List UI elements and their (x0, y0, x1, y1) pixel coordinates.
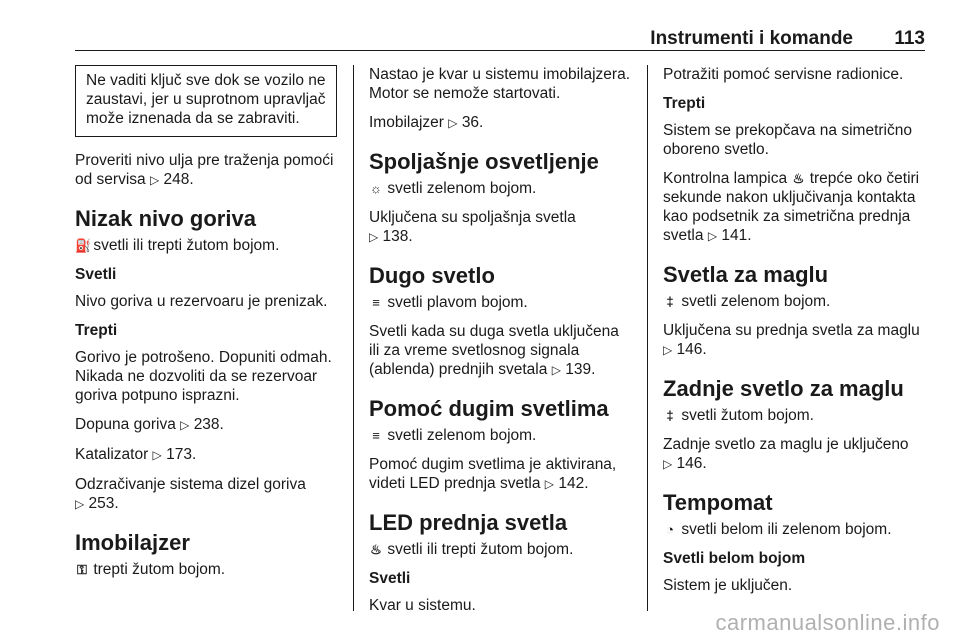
paragraph (663, 435, 925, 474)
paragraph (75, 560, 337, 579)
text: Katalizator (75, 446, 149, 463)
column-divider (647, 65, 648, 611)
text: Dopuna goriva (75, 416, 176, 433)
paragraph: Gorivo je potrošeno. Dopuniti odmah. Nikada ne dozvoliti da se rezervoar goriva potpuno isprazni. (75, 349, 332, 404)
text: Uključena su prednja svetla za maglu (663, 322, 920, 339)
page-ref: 248. (163, 171, 194, 188)
page-ref: 253. (88, 495, 119, 512)
watermark: carmanualsonline.info (715, 610, 940, 635)
paragraph (75, 151, 337, 190)
text: Proveriti nivo ulja pre traženja pomoći od servisa (75, 152, 334, 188)
text: Zadnje svetlo za maglu je uključeno (663, 436, 909, 453)
heading-led-headlights: LED prednja svetla (369, 510, 568, 535)
page-ref: 139. (565, 361, 596, 378)
high-beam-assist-icon: ≡ (372, 428, 380, 443)
paragraph: Potražiti pomoć servisne radionice. (663, 66, 904, 83)
warning-box: Ne vaditi ključ sve dok se vozilo ne zaustavi, jer u suprotnom upravljač može iznenada da se zabraviti. (75, 65, 337, 137)
led-headlight-icon: ♨ (370, 542, 382, 557)
heading-low-fuel: Nizak nivo goriva (75, 206, 256, 231)
text: Svetli kada su duga svetla uključena ili za vreme svetlosnog signala (ablenda) prednjih svetala (369, 323, 619, 378)
column-2 (369, 65, 631, 625)
heading-exterior-lights: Spoljašnje osvetljenje (369, 149, 599, 174)
page-ref: 141. (721, 227, 752, 244)
page-number: 113 (894, 28, 925, 49)
heading-immobilizer: Imobilajzer (75, 530, 190, 555)
paragraph (663, 520, 925, 539)
subheading: Svetli (75, 266, 117, 283)
triangle-reference-icon: ▷ (448, 116, 458, 130)
page-ref: 173. (166, 446, 197, 463)
high-beam-icon: ≡ (372, 295, 380, 310)
rear-fog-icon: ‡ (666, 408, 674, 423)
paragraph (75, 475, 337, 514)
text: trepti žutom bojom. (93, 561, 226, 578)
side-lights-icon: ☼ (370, 181, 382, 196)
subheading: Svetli (369, 570, 411, 587)
triangle-reference-icon: ▷ (544, 477, 555, 491)
paragraph: Sistem se prekopčava na simetrično oboreno svetlo. (663, 122, 912, 158)
text: svetli ili trepti žutom bojom. (93, 237, 280, 254)
triangle-reference-icon: ▷ (369, 230, 379, 244)
triangle-reference-icon: ▷ (75, 497, 85, 511)
text: Odzračivanje sistema dizel goriva (75, 476, 306, 493)
subheading: Svetli belom bojom (663, 550, 806, 567)
paragraph (369, 322, 631, 380)
text: svetli žutom bojom. (681, 407, 814, 424)
paragraph: Nivo goriva u rezervoaru je prenizak. (75, 293, 328, 310)
text: Kontrolna lampica (663, 170, 788, 187)
paragraph: Nastao je kvar u sistemu imobilajzera. Motor se nemože startovati. (369, 66, 631, 102)
paragraph (369, 208, 631, 247)
page-ref: 142. (558, 475, 589, 492)
text: trepće oko četiri sekunde nakon uključivanja kontakta kao podsetnik za simetrična prednja svetla (663, 170, 920, 244)
column-1 (75, 65, 337, 589)
text: svetli zelenom bojom. (387, 427, 537, 444)
text: svetli zelenom bojom. (681, 293, 831, 310)
fuel-pump-icon: ⛽ (75, 238, 92, 253)
column-3 (663, 65, 925, 605)
heading-high-beam-assist: Pomoć dugim svetlima (369, 396, 609, 421)
page-ref: 146. (676, 455, 707, 472)
page-ref: 146. (676, 341, 707, 358)
subheading: Trepti (75, 322, 118, 339)
paragraph (75, 236, 337, 255)
paragraph: Sistem je uključen. (663, 577, 793, 594)
paragraph (663, 406, 925, 425)
text: Uključena su spoljašnja svetla (369, 209, 576, 226)
triangle-reference-icon: ▷ (551, 363, 561, 377)
car-key-icon: ⚿ (77, 562, 87, 577)
front-fog-icon: ‡ (666, 294, 674, 309)
text: svetli plavom bojom. (387, 294, 528, 311)
paragraph (75, 445, 337, 465)
text: svetli belom ili zelenom bojom. (681, 521, 892, 538)
header-title: Instrumenti i komande (650, 28, 853, 49)
paragraph (75, 415, 337, 435)
text: Pomoć dugim svetlima je aktivirana, videti LED prednja svetla (369, 456, 617, 492)
triangle-reference-icon: ▷ (149, 173, 160, 187)
triangle-reference-icon: ▷ (663, 457, 673, 471)
column-divider (353, 65, 354, 611)
triangle-reference-icon: ▷ (152, 448, 162, 462)
heading-fog-lights: Svetla za maglu (663, 262, 829, 287)
triangle-reference-icon: ▷ (663, 343, 673, 357)
paragraph (369, 455, 631, 494)
paragraph (369, 179, 631, 198)
paragraph (663, 169, 925, 246)
paragraph (369, 293, 631, 312)
text: svetli zelenom bojom. (387, 180, 537, 197)
heading-rear-fog: Zadnje svetlo za maglu (663, 376, 904, 401)
page-ref: 238. (193, 416, 224, 433)
cruise-control-icon: ◔ (666, 522, 674, 537)
paragraph (369, 113, 631, 133)
page-header (75, 26, 925, 51)
page-ref: 36. (461, 114, 484, 131)
page-ref: 138. (382, 228, 413, 245)
paragraph (369, 426, 631, 445)
subheading: Trepti (663, 95, 706, 112)
heading-high-beam: Dugo svetlo (369, 263, 495, 288)
paragraph (663, 292, 925, 311)
triangle-reference-icon: ▷ (707, 229, 718, 243)
heading-cruise-control: Tempomat (663, 490, 773, 515)
text: Imobilajzer (369, 114, 444, 131)
paragraph (369, 540, 631, 559)
paragraph: Kvar u sistemu. (369, 597, 476, 614)
triangle-reference-icon: ▷ (180, 418, 190, 432)
paragraph (663, 321, 925, 360)
text: svetli ili trepti žutom bojom. (387, 541, 574, 558)
led-headlight-icon: ♨ (792, 171, 805, 186)
